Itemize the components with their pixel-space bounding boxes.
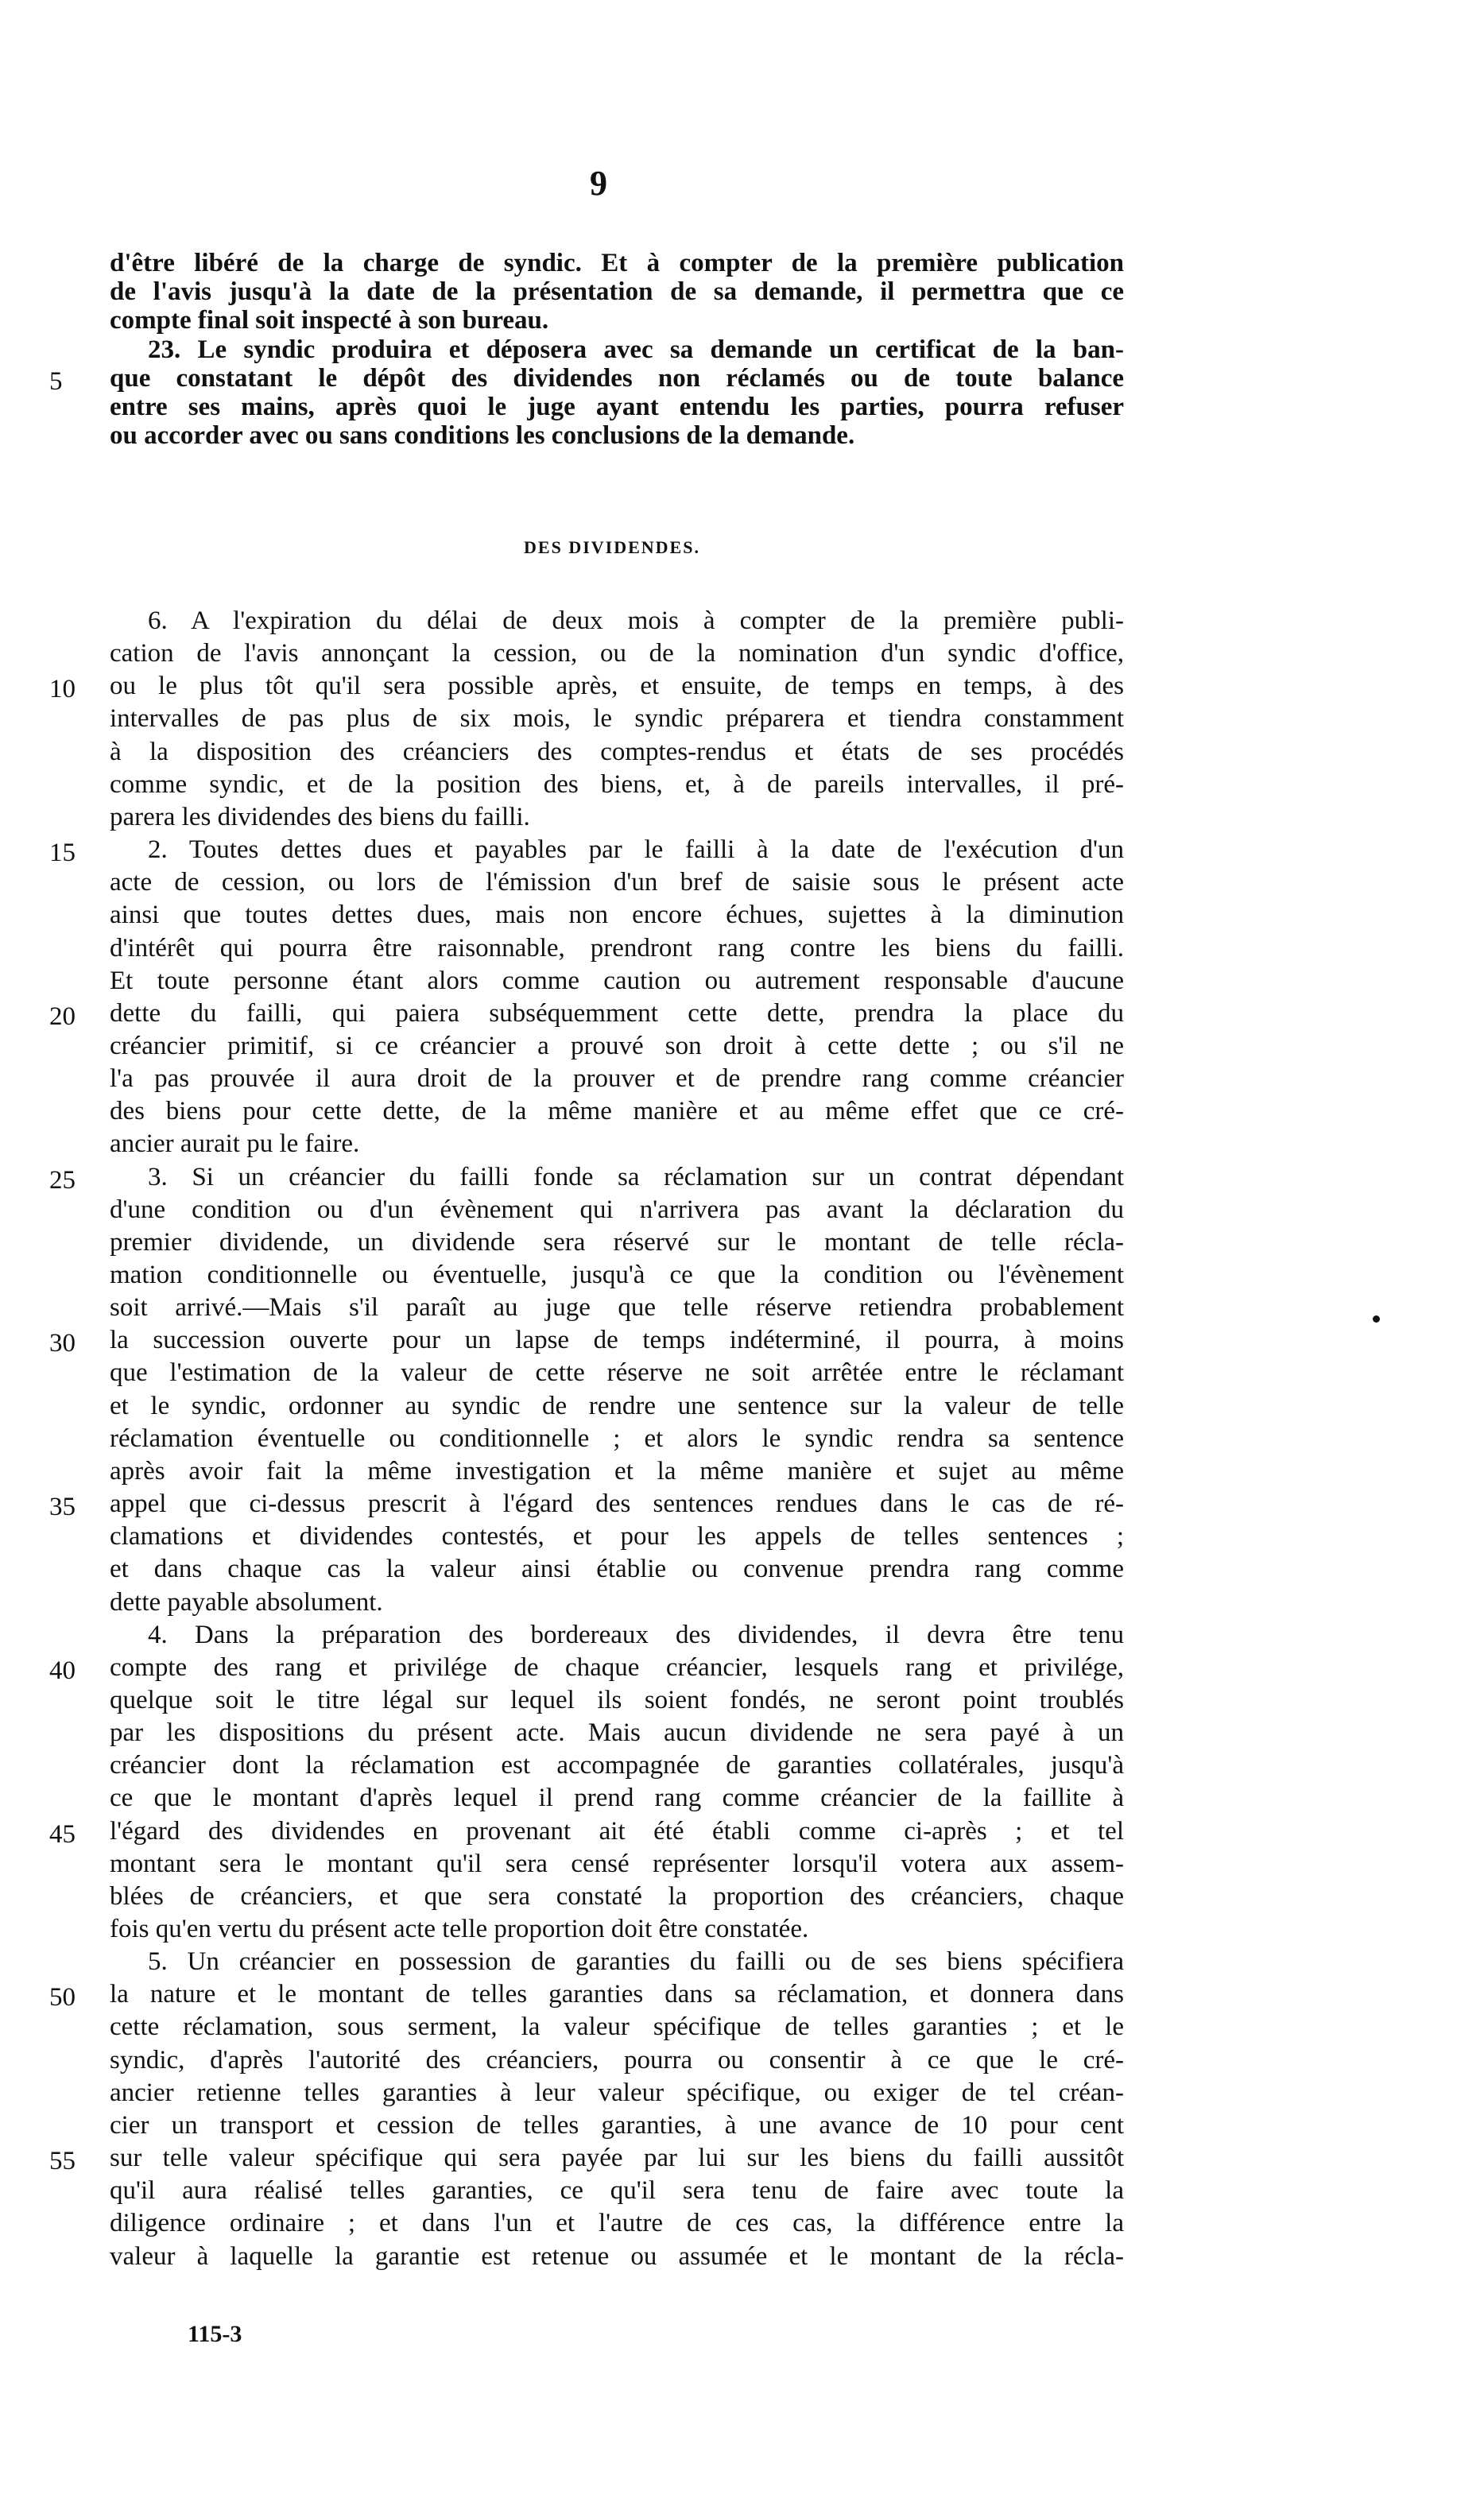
text-line: syndic, d'après l'autorité des créanciers, pourra ou consentir à ce que le cré- <box>110 2045 1124 2074</box>
text-line: ou le plus tôt qu'il sera possible après, et ensuite, de temps en temps, à des <box>110 672 1124 701</box>
margin-dot-mark <box>1373 1315 1380 1323</box>
text-line: qu'il aura réalisé telles garanties, ce qu'il sera tenu de faire avec toute la <box>110 2176 1124 2206</box>
text-line: que constatant le dépôt des dividendes non réclamés ou de toute balance <box>110 363 1124 393</box>
text-line: par les dispositions du présent acte. Mais aucun dividende ne sera payé à un <box>110 1718 1124 1748</box>
text-line: dette du failli, qui paiera subséquemment cette dette, prendra la place du <box>110 998 1124 1028</box>
margin-line-number: 50 <box>49 1983 76 2012</box>
text-line: cier un transport et cession de telles garanties, à une avance de 10 pour cent <box>110 2110 1124 2140</box>
text-line: que l'estimation de la valeur de cette réserve ne soit arrêtée entre le réclamant <box>110 1358 1124 1388</box>
text-line: réclamation éventuelle ou conditionnelle ; et alors le syndic rendra sa sentence <box>110 1424 1124 1453</box>
text-line: 3. Si un créancier du failli fonde sa réclamation sur un contrat dépendant <box>148 1162 1124 1191</box>
text-line: parera les dividendes des biens du failli. <box>110 802 530 831</box>
text-line: diligence ordinaire ; et dans l'un et l'autre de ces cas, la différence entre la <box>110 2209 1124 2238</box>
text-line: Et toute personne étant alors comme caution ou autrement responsable d'aucune <box>110 966 1124 995</box>
margin-line-number: 35 <box>49 1493 76 1522</box>
text-line: 5. Un créancier en possession de garanties du failli ou de ses biens spécifiera <box>148 1947 1124 1977</box>
text-line: cette réclamation, sous serment, la valeur spécifique de telles garanties ; et le <box>110 2012 1124 2042</box>
text-line: appel que ci-dessus prescrit à l'égard des sentences rendues dans le cas de ré- <box>110 1489 1124 1519</box>
text-line: ancier aurait pu le faire. <box>110 1129 360 1159</box>
text-line: et dans chaque cas la valeur ainsi établie ou convenue prendra rang comme <box>110 1555 1124 1584</box>
text-line: la nature et le montant de telles garanties dans sa réclamation, et donnera dans <box>110 1980 1124 2009</box>
text-line: acte de cession, ou lors de l'émission d'un bref de saisie sous le présent acte <box>110 868 1124 897</box>
text-line: cation de l'avis annonçant la cession, ou de la nomination d'un syndic d'office, <box>110 639 1124 668</box>
margin-line-number: 15 <box>49 839 76 868</box>
text-line: 6. A l'expiration du délai de deux mois à compter de la première publi- <box>148 606 1124 635</box>
text-line: l'a pas prouvée il aura droit de la prouver et de prendre rang comme créancier <box>110 1064 1124 1094</box>
text-line: mation conditionnelle ou éventuelle, jusqu'à ce que la condition ou l'évènement <box>110 1261 1124 1289</box>
page-number: 9 <box>590 164 607 203</box>
text-line: dette payable absolument. <box>110 1587 383 1617</box>
text-line: compte final soit inspecté à son bureau. <box>110 306 549 335</box>
margin-line-number: 5 <box>49 366 63 396</box>
text-line: clamations et dividendes contestés, et pour les appels de telles sentences ; <box>110 1522 1124 1551</box>
text-line: blées de créanciers, et que sera constaté la proportion des créanciers, chaque <box>110 1881 1124 1911</box>
text-line: 2. Toutes dettes dues et payables par le failli à la date de l'exécution d'un <box>148 835 1124 865</box>
text-line: créancier primitif, si ce créancier a prouvé son droit à cette dette ; ou s'il ne <box>110 1031 1124 1060</box>
text-line: compte des rang et privilége de chaque créancier, lesquels rang et privilége, <box>110 1652 1124 1682</box>
text-line: entre ses mains, après quoi le juge ayant entendu les parties, pourra refuser <box>110 393 1124 421</box>
text-line: quelque soit le titre légal sur lequel ils soient fondés, ne seront point troublés <box>110 1685 1124 1714</box>
text-line: fois qu'en vertu du présent acte telle proportion doit être constatée. <box>110 1915 809 1943</box>
text-line: intervalles de pas plus de six mois, le syndic préparera et tiendra constamment <box>110 704 1124 734</box>
text-line: créancier dont la réclamation est accompagnée de garanties collatérales, jusqu'à <box>110 1751 1124 1780</box>
text-line: comme syndic, et de la position des biens, et, à de pareils intervalles, il pré- <box>110 769 1124 799</box>
text-line: valeur à laquelle la garantie est retenue ou assumée et le montant de la récla- <box>110 2241 1124 2271</box>
text-line: montant sera le montant qu'il sera censé représenter lorsqu'il votera aux assem- <box>110 1849 1124 1878</box>
text-line: à la disposition des créanciers des comptes-rendus et états de ses procédés <box>110 737 1124 766</box>
text-line: des biens pour cette dette, de la même manière et au même effet que ce cré- <box>110 1097 1124 1126</box>
text-line: soit arrivé.—Mais s'il paraît au juge que telle réserve retiendra probablement <box>110 1293 1124 1323</box>
text-line: 23. Le syndic produira et déposera avec sa demande un certificat de la ban- <box>148 335 1124 364</box>
text-line: ce que le montant d'après lequel il prend rang comme créancier de la faillite à <box>110 1784 1124 1813</box>
section-heading: DES DIVIDENDES. <box>524 537 700 557</box>
text-line: ancier retienne telles garanties à leur valeur spécifique, ou exiger de tel créan- <box>110 2078 1124 2107</box>
margin-line-number: 30 <box>49 1329 76 1358</box>
text-line: après avoir fait la même investigation et la même manière et sujet au même <box>110 1456 1124 1486</box>
text-line: premier dividende, un dividende sera réservé sur le montant de telle récla- <box>110 1227 1124 1257</box>
text-line: ainsi que toutes dettes dues, mais non encore échues, sujettes à la diminution <box>110 901 1124 930</box>
text-line: la succession ouverte pour un lapse de temps indéterminé, il pourra, à moins <box>110 1326 1124 1355</box>
margin-line-number: 25 <box>49 1165 76 1195</box>
margin-line-number: 45 <box>49 1819 76 1849</box>
signature-mark: 115-3 <box>188 2321 242 2347</box>
text-line: et le syndic, ordonner au syndic de rendre une sentence sur la valeur de telle <box>110 1391 1124 1420</box>
margin-line-number: 40 <box>49 1656 76 1685</box>
margin-line-number: 10 <box>49 675 76 704</box>
text-line: de l'avis jusqu'à la date de la présentation de sa demande, il permettra que ce <box>110 277 1124 307</box>
text-line: d'intérêt qui pourra être raisonnable, prendront rang contre les biens du failli. <box>110 933 1124 963</box>
margin-line-number: 20 <box>49 1001 76 1031</box>
text-line: ou accorder avec ou sans conditions les conclusions de la demande. <box>110 421 855 451</box>
text-line: d'être libéré de la charge de syndic. Et à compter de la première publication <box>110 249 1124 277</box>
margin-line-number: 55 <box>49 2147 76 2176</box>
text-line: l'égard des dividendes en provenant ait été établi comme ci-après ; et tel <box>110 1816 1124 1846</box>
text-line: 4. Dans la préparation des bordereaux des dividendes, il devra être tenu <box>148 1620 1124 1649</box>
text-line: d'une condition ou d'un évènement qui n'arrivera pas avant la déclaration du <box>110 1195 1124 1224</box>
text-line: sur telle valeur spécifique qui sera payée par lui sur les biens du failli aussitôt <box>110 2144 1124 2173</box>
